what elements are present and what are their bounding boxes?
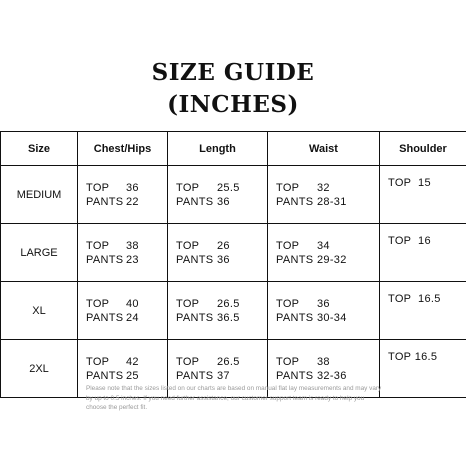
top-label: TOP [86,239,110,252]
top-value: 38 [126,239,139,252]
header-shoulder: Shoulder [380,132,466,166]
top-value: 40 [126,297,139,310]
pants-label: PANTS [176,311,214,324]
table-header-row [1,132,466,166]
pants-value: 22 [126,195,139,208]
top-value: 38 [317,355,330,368]
header-waist: Waist [268,132,380,166]
pants-value: 30-34 [317,311,347,324]
pants-value: 32-36 [317,369,347,382]
pants-label: PANTS [276,253,314,266]
shoulder-cell [380,166,466,224]
pants-label: PANTS [86,195,124,208]
top-value: 36 [126,181,139,194]
table-row [1,166,466,224]
top-label: TOP [276,181,300,194]
top-label: TOP [176,181,200,194]
pants-value: 36 [217,195,230,208]
table-row [1,282,466,340]
disclaimer-note: Please note that the sizes listed on our charts are based on manual flat lay measurements and may vary by up to 0.5 inches. If you need further assistance, our customer support team is ready to help you choose the perfect fit. [86,385,382,411]
top-label: TOP [388,293,412,305]
top-value: 26 [217,239,230,252]
top-label: TOP [86,181,110,194]
size-table [0,131,466,398]
size-cell: LARGE [1,224,78,282]
top-label: TOP [276,355,300,368]
top-label: TOP [276,297,300,310]
pants-label: PANTS [276,195,314,208]
top-label: TOP [388,235,412,247]
top-label: TOP [176,239,200,252]
top-value: 34 [317,239,330,252]
pants-label: PANTS [176,195,214,208]
pants-value: 29-32 [317,253,347,266]
top-value: 26.5 [217,297,240,310]
shoulder-cell [380,282,466,340]
top-label: TOP [86,355,110,368]
length-cell [168,282,268,340]
top-value: 15 [418,177,431,189]
pants-label: PANTS [176,253,214,266]
pants-value: 28-31 [317,195,347,208]
top-value: 32 [317,181,330,194]
shoulder-cell [380,224,466,282]
shoulder-cell [380,340,466,398]
pants-label: PANTS [276,311,314,324]
top-value: 16.5 [418,293,441,305]
pants-value: 25 [126,369,139,382]
top-value: 16.5 [414,351,438,363]
size-cell: 2XL [1,340,78,398]
pants-label: PANTS [176,369,214,382]
pants-label: PANTS [86,369,124,382]
chest-cell [78,282,168,340]
top-value: 25.5 [217,181,240,194]
top-label: TOP [86,297,110,310]
top-value: 36 [317,297,330,310]
length-cell [168,224,268,282]
header-length: Length [168,132,268,166]
top-value: 16 [418,235,431,247]
waist-cell [268,282,380,340]
waist-cell [268,224,380,282]
chest-cell [78,224,168,282]
page-title: SIZE GUIDE [151,59,315,86]
chest-cell [78,166,168,224]
header-chest-hips: Chest/Hips [78,132,168,166]
top-value: 42 [126,355,139,368]
pants-value: 37 [217,369,230,382]
pants-label: PANTS [86,253,124,266]
pants-value: 23 [126,253,139,266]
size-cell: MEDIUM [1,166,78,224]
pants-value: 36 [217,253,230,266]
pants-label: PANTS [86,311,124,324]
top-value: 26.5 [217,355,240,368]
top-label: TOP [388,351,412,363]
waist-cell [268,166,380,224]
table-row [1,224,466,282]
pants-value: 36.5 [217,311,240,324]
top-label: TOP [176,355,200,368]
top-label: TOP [388,177,412,189]
length-cell [168,166,268,224]
page-subtitle: (INCHES) [167,91,299,118]
size-cell: XL [1,282,78,340]
top-label: TOP [176,297,200,310]
pants-value: 24 [126,311,139,324]
top-label: TOP [276,239,300,252]
pants-label: PANTS [276,369,314,382]
header-size: Size [1,132,78,166]
